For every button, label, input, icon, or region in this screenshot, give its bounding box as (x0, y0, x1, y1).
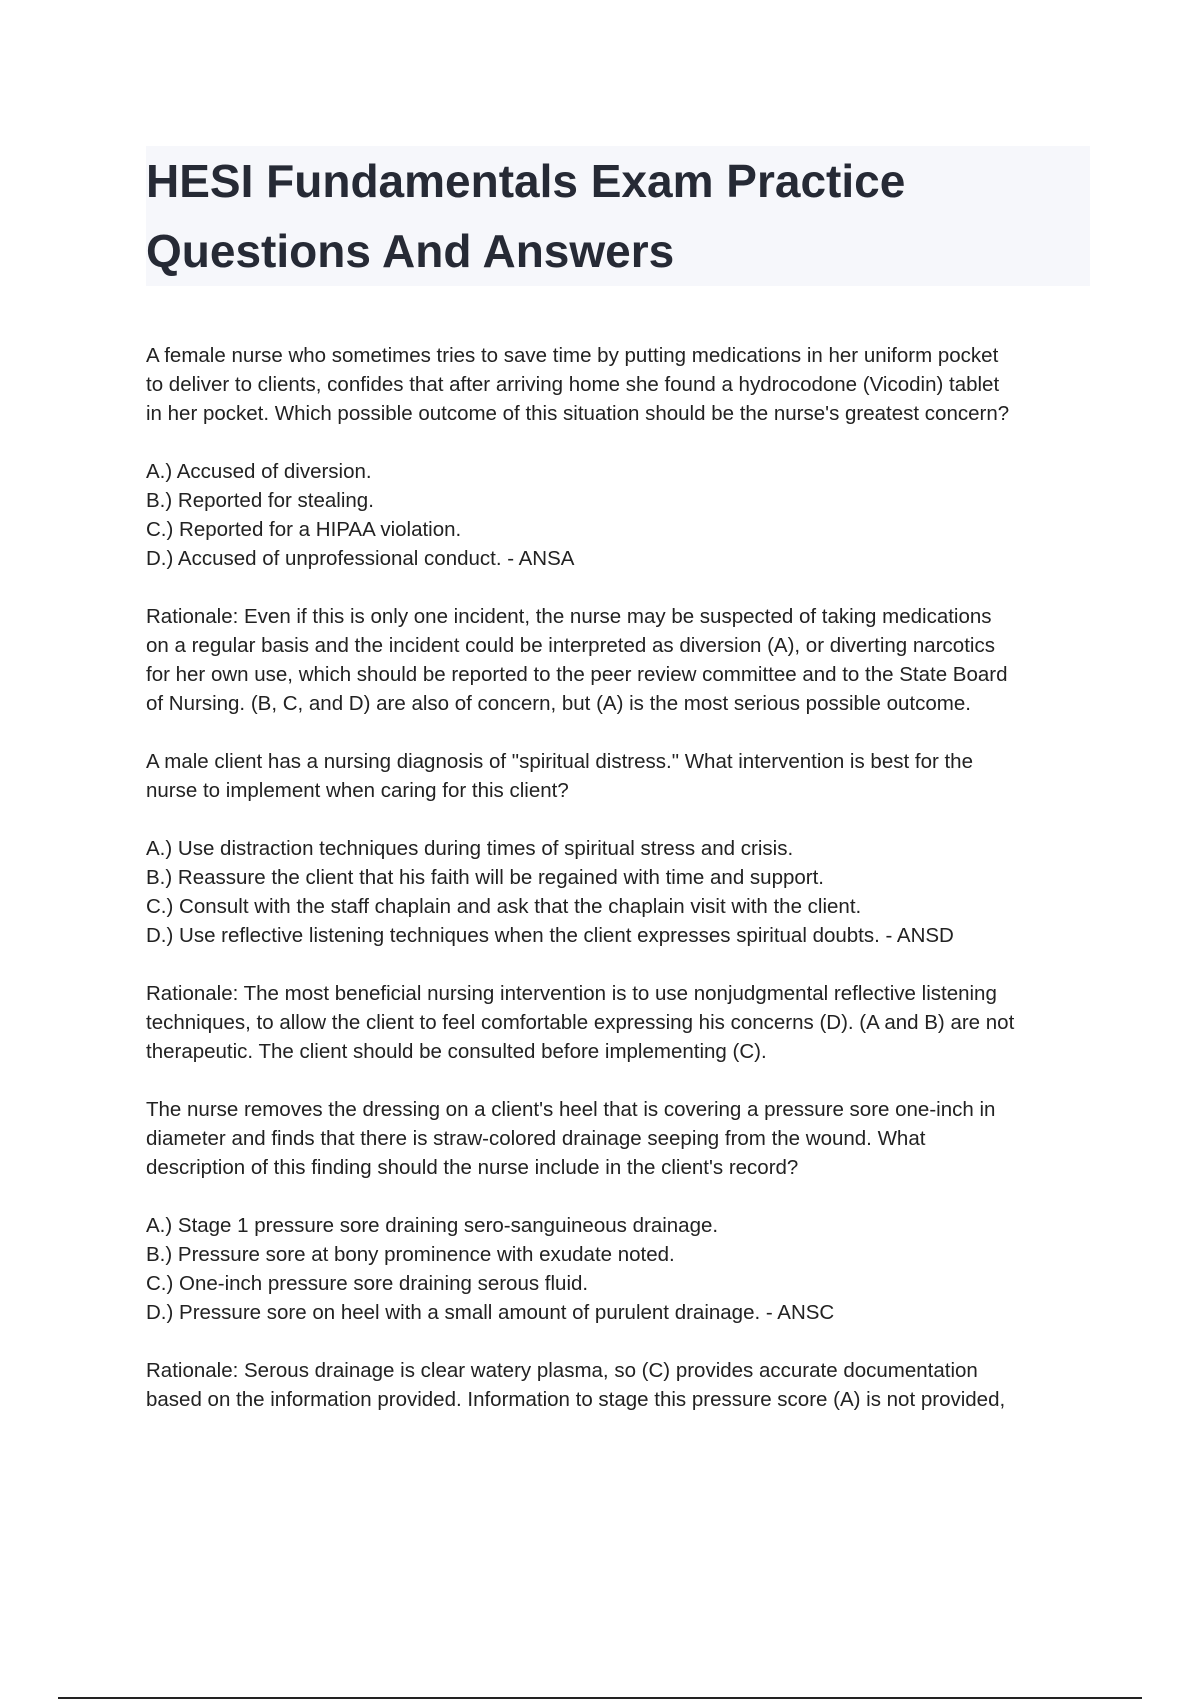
question-3-text (146, 1095, 1096, 1182)
question-line: The nurse removes the dressing on a client's heel that is covering a pressure sore one-inch in (146, 1098, 996, 1121)
question-2-rationale (146, 979, 1096, 1066)
answer-option: C.) Consult with the staff chaplain and ask that the chaplain visit with the client. (146, 895, 862, 918)
answer-option: B.) Reported for stealing. (146, 489, 374, 512)
title-block (146, 146, 1090, 286)
question-1-rationale (146, 602, 1096, 718)
answer-option: B.) Reassure the client that his faith will be regained with time and support. (146, 866, 824, 889)
answer-option: D.) Use reflective listening techniques when the client expresses spiritual doubts. - ANSD (146, 924, 954, 947)
question-line: A male client has a nursing diagnosis of "spiritual distress." What intervention is best for the (146, 750, 973, 773)
question-line: nurse to implement when caring for this client? (146, 779, 569, 802)
answer-option: D.) Accused of unprofessional conduct. - ANSA (146, 547, 575, 570)
question-1-text (146, 341, 1096, 428)
question-1-options (146, 457, 1096, 573)
question-line: description of this finding should the nurse include in the client's record? (146, 1156, 799, 1179)
question-line: to deliver to clients, confides that after arriving home she found a hydrocodone (Vicodin) tablet (146, 373, 1000, 396)
question-3-rationale (146, 1356, 1096, 1414)
question-2-text (146, 747, 1096, 805)
document-body (146, 341, 1096, 1414)
question-3-options (146, 1211, 1096, 1327)
page-title-line-2: Questions And Answers (146, 225, 675, 277)
question-line: in her pocket. Which possible outcome of this situation should be the nurse's greatest concern? (146, 402, 1010, 425)
answer-option: B.) Pressure sore at bony prominence with exudate noted. (146, 1243, 675, 1266)
page-title-line-1: HESI Fundamentals Exam Practice (146, 155, 906, 207)
answer-option: D.) Pressure sore on heel with a small amount of purulent drainage. - ANSC (146, 1301, 835, 1324)
rationale-line: therapeutic. The client should be consulted before implementing (C). (146, 1040, 767, 1063)
rationale-line: on a regular basis and the incident could be interpreted as diversion (A), or diverting narcotics (146, 634, 995, 657)
question-2-options (146, 834, 1096, 950)
answer-option: A.) Accused of diversion. (146, 460, 372, 483)
answer-option: C.) One-inch pressure sore draining serous fluid. (146, 1272, 589, 1295)
answer-option: A.) Use distraction techniques during times of spiritual stress and crisis. (146, 837, 794, 860)
question-line: diameter and finds that there is straw-colored drainage seeping from the wound. What (146, 1127, 926, 1150)
rationale-line: based on the information provided. Information to stage this pressure score (A) is not provided, (146, 1388, 1006, 1411)
answer-option: A.) Stage 1 pressure sore draining sero-sanguineous drainage. (146, 1214, 719, 1237)
rationale-line: techniques, to allow the client to feel comfortable expressing his concerns (D). (A and B) are not (146, 1011, 1015, 1034)
rationale-line: of Nursing. (B, C, and D) are also of concern, but (A) is the most serious possible outcome. (146, 692, 971, 715)
rationale-line: Rationale: Serous drainage is clear watery plasma, so (C) provides accurate documentation (146, 1359, 978, 1382)
rationale-line: for her own use, which should be reported to the peer review committee and to the State Board (146, 663, 1008, 686)
page-bottom-divider (58, 1697, 1142, 1699)
question-line: A female nurse who sometimes tries to save time by putting medications in her uniform pocket (146, 344, 999, 367)
rationale-line: Rationale: Even if this is only one incident, the nurse may be suspected of taking medications (146, 605, 992, 628)
answer-option: C.) Reported for a HIPAA violation. (146, 518, 462, 541)
rationale-line: Rationale: The most beneficial nursing intervention is to use nonjudgmental reflective listening (146, 982, 997, 1005)
